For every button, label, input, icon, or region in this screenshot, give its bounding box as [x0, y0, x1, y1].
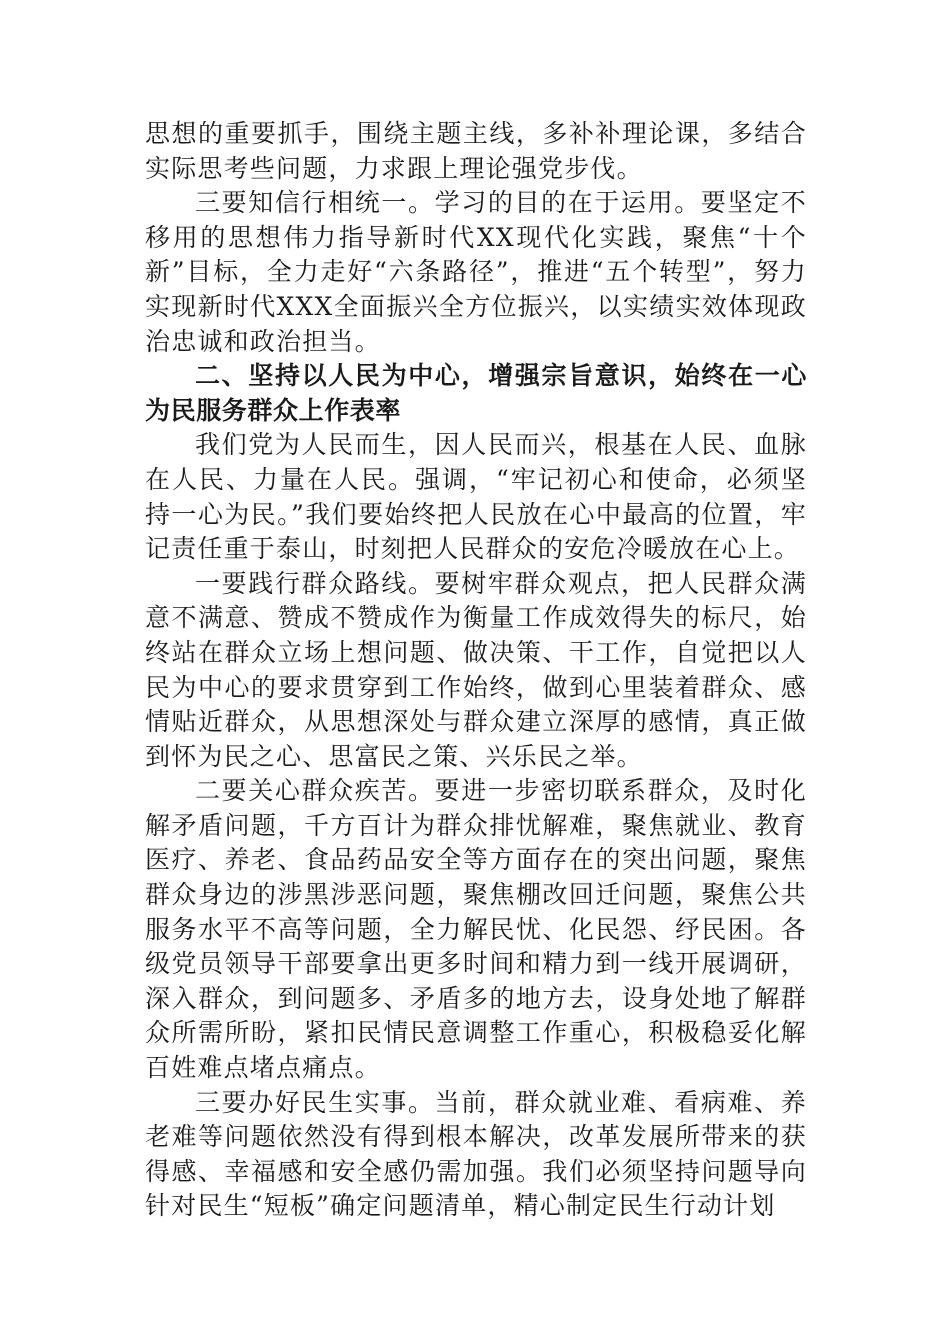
paragraph-livelihood: 三要办好民生实事。当前，群众就业难、看病难、养老难等问题依然没有得到根本解决，改革发展所带来的获得感、幸福感和安全感仍需加强。我们必须坚持问题导向针对民生“短板”确定问题清单，精心制定民生行动计划: [145, 1087, 807, 1221]
paragraph-knowledge-action: 三要知信行相统一。学习的目的在于运用。要坚定不移用的思想伟力指导新时代XX现代化实践，聚焦“十个新”目标，全力走好“六条路径”，推进“五个转型”，努力实现新时代XXX全面振兴全方位振兴，以实绩实效体现政治忠诚和政治担当。: [145, 188, 807, 356]
document-body: [145, 117, 807, 1224]
paragraph-people-centered: 我们党为人民而生，因人民而兴，根基在人民、血脉在人民、力量在人民。强调，“牢记初心和使命，必须坚持一心为民。”我们要始终把人民放在心中最高的位置，牢记责任重于泰山，时刻把人民群众的安危冷暖放在心上。: [145, 430, 807, 564]
paragraph-continuation: 思想的重要抓手，围绕主题主线，多补补理论课，多结合实际思考些问题，力求跟上理论强党步伐。: [145, 119, 807, 183]
paragraph-care-hardships: 二要关心群众疾苦。要进一步密切联系群众，及时化解矛盾问题，千方百计为群众排忧解难，聚焦就业、教育医疗、养老、食品药品安全等方面存在的突出问题，聚焦群众身边的涉黑涉恶问题，聚焦棚改回迁问题，聚焦公共服务水平不高等问题，全力解民忧、化民怨、纾民困。各级党员领导干部要拿出更多时间和精力到一线开展调研，深入群众，到问题多、矛盾多的地方去，设身处地了解群众所需所盼，紧扣民情民意调整工作重心，积极稳妥化解百姓难点堵点痛点。: [145, 776, 807, 1083]
section-heading: 二、坚持以人民为中心，增强宗旨意识，始终在一心为民服务群众上作表率: [145, 361, 807, 425]
paragraph-mass-line: 一要践行群众路线。要树牢群众观点，把人民群众满意不满意、赞成不赞成作为衡量工作成效得失的标尺，始终站在群众立场上想问题、做决策、干工作，自觉把以人民为中心的要求贯穿到工作始终，做到心里装着群众、感情贴近群众，从思想深处与群众建立深厚的感情，真正做到怀为民之心、思富民之策、兴乐民之举。: [145, 568, 807, 771]
